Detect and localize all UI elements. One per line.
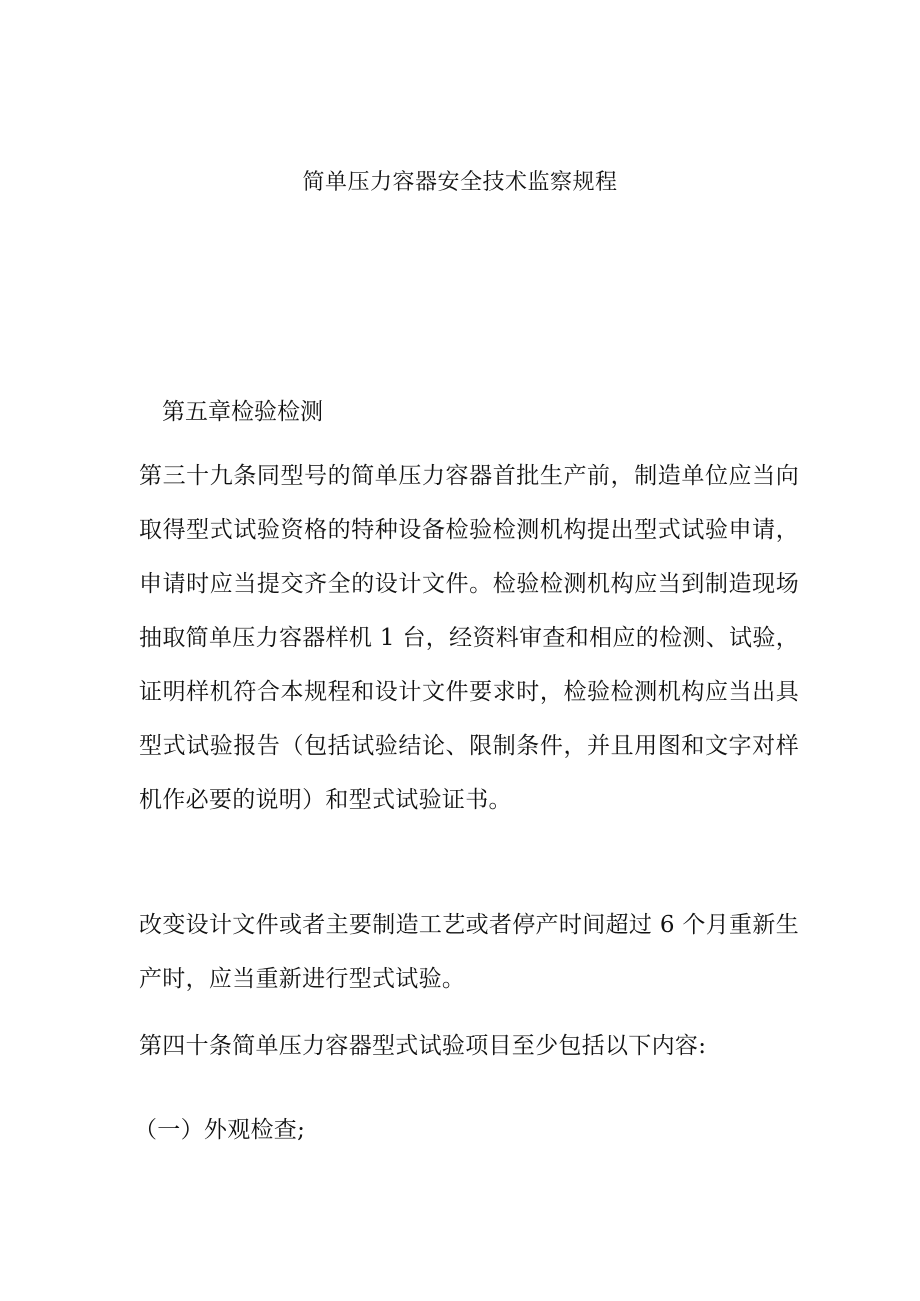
type-test-redo-paragraph: 改变设计文件或者主要制造工艺或者停产时间超过 6 个月重新生产时，应当重新进行型式试验。 xyxy=(139,912,799,992)
chapter-heading: 第五章检验检测 xyxy=(162,399,323,425)
document-title: 简单压力容器安全技术监察规程 xyxy=(302,170,618,195)
list-item-appearance-check: （一）外观检查; xyxy=(134,1117,306,1143)
article-40-paragraph: 第四十条简单压力容器型式试验项目至少包括以下内容: xyxy=(139,1033,707,1059)
article-39-paragraph: 第三十九条同型号的简单压力容器首批生产前，制造单位应当向取得型式试验资格的特种设备检验检测机构提出型式试验申请，申请时应当提交齐全的设计文件。检验检测机构应当到制造现场抽取简单压力容器样机 1 台，经资料审查和相应的检测、试验，证明样机符合本规程和设计文件要求时，检验检测机构应当出具型式试验报告（包括试验结论、限制条件，并且用图和文字对样机作必要的说明）和型式试验证书。 xyxy=(139,463,799,813)
